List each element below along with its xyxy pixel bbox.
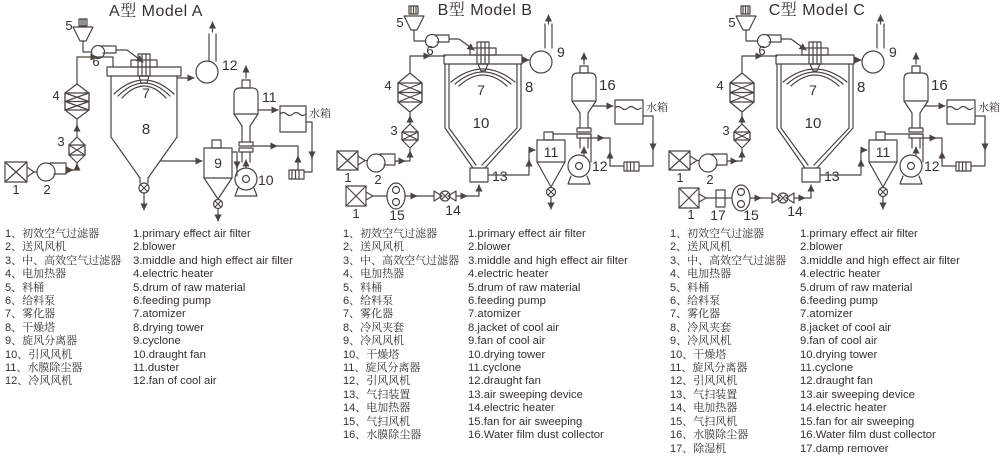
- legend-item: 12、冷风风机: [5, 375, 73, 388]
- label-1a: 1: [344, 170, 352, 185]
- label-16: 16: [599, 77, 616, 94]
- legend-item: 8.drying tower: [133, 321, 204, 334]
- legend-item: 1.primary effect air filter: [133, 228, 251, 240]
- legend-item: 8、冷风夹套: [670, 321, 732, 334]
- legend-item: 8.jacket of cool air: [800, 321, 892, 334]
- legend-item: 8.jacket of cool air: [468, 321, 560, 334]
- legend-item: 6.feeding pump: [800, 295, 878, 308]
- legend-item: 7、雾化器: [5, 308, 56, 321]
- legend-item: 16、水膜除尘器: [343, 429, 422, 442]
- legend-item: 4.electric heater: [133, 268, 214, 281]
- legend-item: 4、电加热器: [670, 268, 732, 281]
- legend-item: 11、旋风分离器: [343, 362, 421, 375]
- legend-item: 9.fan of cool air: [800, 335, 878, 348]
- cool-air-fan: [862, 24, 884, 73]
- label-10: 10: [258, 172, 274, 188]
- water-tank-label: 水箱: [978, 102, 1000, 114]
- model-c-diagram: [665, 0, 1000, 228]
- legend-item: 14、电加热器: [343, 402, 411, 415]
- pipe-network: [365, 15, 653, 209]
- legend-item: 9、冷风风机: [670, 335, 732, 348]
- legend-item: 4、电加热器: [5, 268, 67, 281]
- air-sweeping-line: [346, 183, 456, 209]
- label-11: 11: [875, 144, 891, 160]
- legend-item: 5.drum of raw material: [800, 281, 913, 294]
- cool-air-fan: [196, 34, 218, 83]
- legend-item: 7、雾化器: [670, 308, 721, 321]
- model-c-title: C型 Model C: [768, 2, 866, 19]
- label-6: 6: [92, 54, 100, 69]
- label-12: 12: [592, 158, 608, 174]
- draught-fan: [235, 168, 257, 196]
- model-c-legend: [670, 228, 960, 456]
- pipe-network: [697, 15, 985, 209]
- legend-item: 7.atomizer: [133, 308, 186, 321]
- model-a-legend: [5, 228, 293, 389]
- legend-item: 5、料桶: [670, 281, 710, 294]
- legend-item: 4.electric heater: [800, 268, 881, 281]
- label-9: 9: [889, 44, 897, 60]
- legend-item: 3.middle and high effect air filter: [133, 254, 293, 267]
- water-film-dust-collector: [234, 80, 258, 162]
- label-17: 17: [710, 207, 726, 223]
- feed-drum: [736, 6, 757, 41]
- label-1a: 1: [676, 170, 684, 185]
- high-effect-air-filter: [734, 124, 750, 148]
- water-pump: [956, 162, 971, 171]
- label-7: 7: [477, 82, 485, 98]
- label-3: 3: [722, 123, 730, 138]
- model-a-diagram: [0, 0, 335, 228]
- label-4: 4: [716, 78, 724, 93]
- label-11: 11: [262, 89, 277, 105]
- legend-item: 13、气扫装置: [343, 388, 411, 401]
- label-2: 2: [706, 172, 714, 187]
- label-6: 6: [758, 43, 766, 58]
- middle-high-air-filter: [398, 73, 422, 112]
- legend-item: 11.duster: [133, 362, 180, 375]
- legend-item: 17.damp remover: [800, 442, 889, 455]
- label-12: 12: [924, 158, 940, 174]
- legend-item: 15、气扫风机: [343, 415, 411, 428]
- legend-item: 10.draught fan: [133, 348, 206, 361]
- legend-item: 9.cyclone: [133, 335, 181, 348]
- legend-item: 5.drum of raw material: [468, 281, 581, 294]
- label-8: 8: [857, 79, 866, 96]
- legend-item: 17、除湿机: [670, 442, 727, 455]
- legend-item: 2、送风风机: [5, 241, 67, 254]
- cyclone: [537, 132, 565, 197]
- legend-item: 8、干燥塔: [5, 321, 56, 334]
- primary-air-filter: [5, 162, 34, 182]
- model-a-legend-chinese-column: [5, 228, 133, 389]
- label-10: 10: [472, 115, 490, 132]
- label-13: 13: [492, 168, 508, 184]
- model-a-title: A型 Model A: [109, 3, 203, 20]
- legend-item: 10.drying tower: [468, 348, 546, 361]
- legend-item: 6、给料泵: [343, 295, 394, 308]
- label-1b: 1: [352, 206, 360, 221]
- legend-item: 5.drum of raw material: [133, 281, 246, 294]
- water-tank-label: 水箱: [309, 108, 331, 120]
- primary-air-filter: [337, 151, 365, 170]
- legend-item: 13.air sweeping device: [468, 388, 583, 401]
- label-5: 5: [728, 15, 736, 30]
- cyclone: [204, 140, 232, 209]
- label-7: 7: [142, 85, 150, 101]
- legend-item: 7.atomizer: [800, 308, 853, 321]
- water-film-dust-collector: [572, 66, 596, 148]
- legend-item: 11、水膜除尘器: [5, 362, 83, 375]
- legend-item: 5、料桶: [5, 281, 45, 294]
- label-4: 4: [52, 88, 60, 103]
- legend-item: 12、引风风机: [670, 375, 738, 388]
- legend-item: 3.middle and high effect air filter: [800, 254, 960, 267]
- drying-tower-with-jacket: [776, 42, 854, 182]
- cool-air-fan: [530, 24, 552, 73]
- legend-item: 1、初效空气过滤器: [5, 228, 100, 240]
- legend-item: 3、中、高效空气过滤器: [343, 254, 460, 267]
- label-2: 2: [374, 172, 382, 187]
- legend-item: 9.fan of cool air: [468, 335, 546, 348]
- legend-item: 4.electric heater: [468, 268, 549, 281]
- label-14: 14: [445, 202, 461, 218]
- legend-item: 2.blower: [133, 241, 176, 254]
- pipe-network: [34, 22, 312, 221]
- legend-item: 6.feeding pump: [468, 295, 546, 308]
- legend-item: 12.draught fan: [468, 375, 541, 388]
- label-9: 9: [557, 44, 565, 60]
- drying-tower-with-jacket: [444, 42, 522, 182]
- legend-item: 14.electric heater: [800, 402, 887, 415]
- legend-item: 16.Water film dust collector: [468, 429, 604, 442]
- legend-item: 1、初效空气过滤器: [343, 228, 438, 240]
- legend-item: 5、料桶: [343, 281, 383, 294]
- legend-item: 2.blower: [800, 241, 843, 254]
- legend-item: 6.feeding pump: [133, 295, 211, 308]
- legend-item: 1、初效空气过滤器: [670, 228, 765, 240]
- legend-item: 1.primary effect air filter: [800, 228, 918, 240]
- model-b-legend-english-column: [468, 228, 628, 443]
- legend-item: 14.electric heater: [468, 402, 555, 415]
- legend-item: 11.cyclone: [800, 362, 854, 375]
- model-c-legend-english-column: [800, 228, 960, 456]
- label-4: 4: [384, 78, 392, 93]
- legend-item: 15.fan for air sweeping: [800, 415, 915, 428]
- label-11: 11: [543, 144, 559, 160]
- high-effect-air-filter: [69, 137, 85, 163]
- model-b-legend: [343, 228, 628, 443]
- legend-item: 14、电加热器: [670, 402, 738, 415]
- legend-item: 9、冷风风机: [343, 335, 405, 348]
- water-tank: [947, 100, 975, 124]
- model-b-legend-chinese-column: [343, 228, 468, 443]
- label-10: 10: [804, 115, 822, 132]
- legend-item: 12.fan of cool air: [133, 375, 217, 388]
- legend-item: 3、中、高效空气过滤器: [5, 254, 122, 267]
- legend-item: 6、给料泵: [5, 295, 56, 308]
- label-2: 2: [43, 182, 51, 197]
- label-15: 15: [743, 207, 759, 223]
- legend-item: 7、雾化器: [343, 308, 394, 321]
- legend-item: 3、中、高效空气过滤器: [670, 254, 787, 267]
- high-effect-air-filter: [402, 124, 418, 148]
- blower: [699, 154, 727, 172]
- label-3: 3: [57, 134, 65, 149]
- legend-item: 15.fan for air sweeping: [468, 415, 583, 428]
- legend-item: 11、旋风分离器: [670, 362, 748, 375]
- label-13: 13: [824, 168, 840, 184]
- water-pump: [624, 162, 639, 171]
- legend-item: 10、干燥塔: [670, 348, 727, 361]
- legend-item: 15、气扫风机: [670, 415, 738, 428]
- legend-item: 9、旋风分离器: [5, 335, 78, 348]
- legend-item: 6、给料泵: [670, 295, 721, 308]
- label-15: 15: [389, 207, 405, 223]
- label-16: 16: [931, 77, 948, 94]
- blower: [37, 163, 66, 181]
- label-5: 5: [396, 15, 404, 30]
- air-sweeping-line: [679, 185, 794, 211]
- feed-drum: [404, 6, 425, 41]
- water-tank: [280, 106, 306, 132]
- feed-drum: [73, 19, 93, 52]
- legend-item: 10、引风风机: [5, 348, 73, 361]
- label-1: 1: [12, 182, 20, 197]
- legend-item: 8、冷风夹套: [343, 321, 405, 334]
- model-b-diagram: [333, 0, 668, 228]
- draught-fan: [900, 155, 922, 184]
- water-film-dust-collector: [904, 66, 928, 148]
- legend-item: 10.drying tower: [800, 348, 878, 361]
- water-tank: [615, 100, 643, 124]
- legend-item: 16、水膜除尘器: [670, 429, 749, 442]
- label-3: 3: [390, 123, 398, 138]
- legend-item: 2.blower: [468, 241, 511, 254]
- legend-item: 2、送风风机: [670, 241, 732, 254]
- legend-item: 16.Water film dust collector: [800, 429, 936, 442]
- legend-item: 2、送风风机: [343, 241, 405, 254]
- legend-item: 13、气扫装置: [670, 388, 738, 401]
- label-6: 6: [426, 43, 434, 58]
- label-8: 8: [141, 121, 151, 138]
- legend-item: 11.cyclone: [468, 362, 522, 375]
- model-c-legend-chinese-column: [670, 228, 800, 456]
- legend-item: 1.primary effect air filter: [468, 228, 586, 240]
- middle-high-air-filter: [730, 73, 754, 112]
- label-5: 5: [65, 18, 73, 33]
- legend-item: 12.draught fan: [800, 375, 873, 388]
- water-tank-label: 水箱: [646, 102, 668, 114]
- water-pump: [289, 170, 304, 179]
- legend-item: 3.middle and high effect air filter: [468, 254, 628, 267]
- model-a-legend-english-column: [133, 228, 293, 389]
- middle-high-air-filter: [65, 84, 89, 119]
- primary-air-filter: [669, 151, 697, 170]
- label-7: 7: [809, 82, 817, 98]
- cyclone: [869, 132, 897, 197]
- legend-item: 4、电加热器: [343, 268, 405, 281]
- legend-item: 13.air sweeping device: [800, 388, 915, 401]
- legend-item: 10、干燥塔: [343, 348, 400, 361]
- label-1b: 1: [687, 207, 695, 222]
- label-12: 12: [222, 57, 238, 73]
- legend-item: 7.atomizer: [468, 308, 521, 321]
- legend-item: 12、引风风机: [343, 375, 411, 388]
- label-14: 14: [787, 203, 803, 219]
- label-8: 8: [525, 79, 534, 96]
- model-b-title: B型 Model B: [437, 2, 533, 19]
- draught-fan: [568, 155, 590, 184]
- label-9: 9: [214, 155, 222, 171]
- blower: [367, 154, 395, 172]
